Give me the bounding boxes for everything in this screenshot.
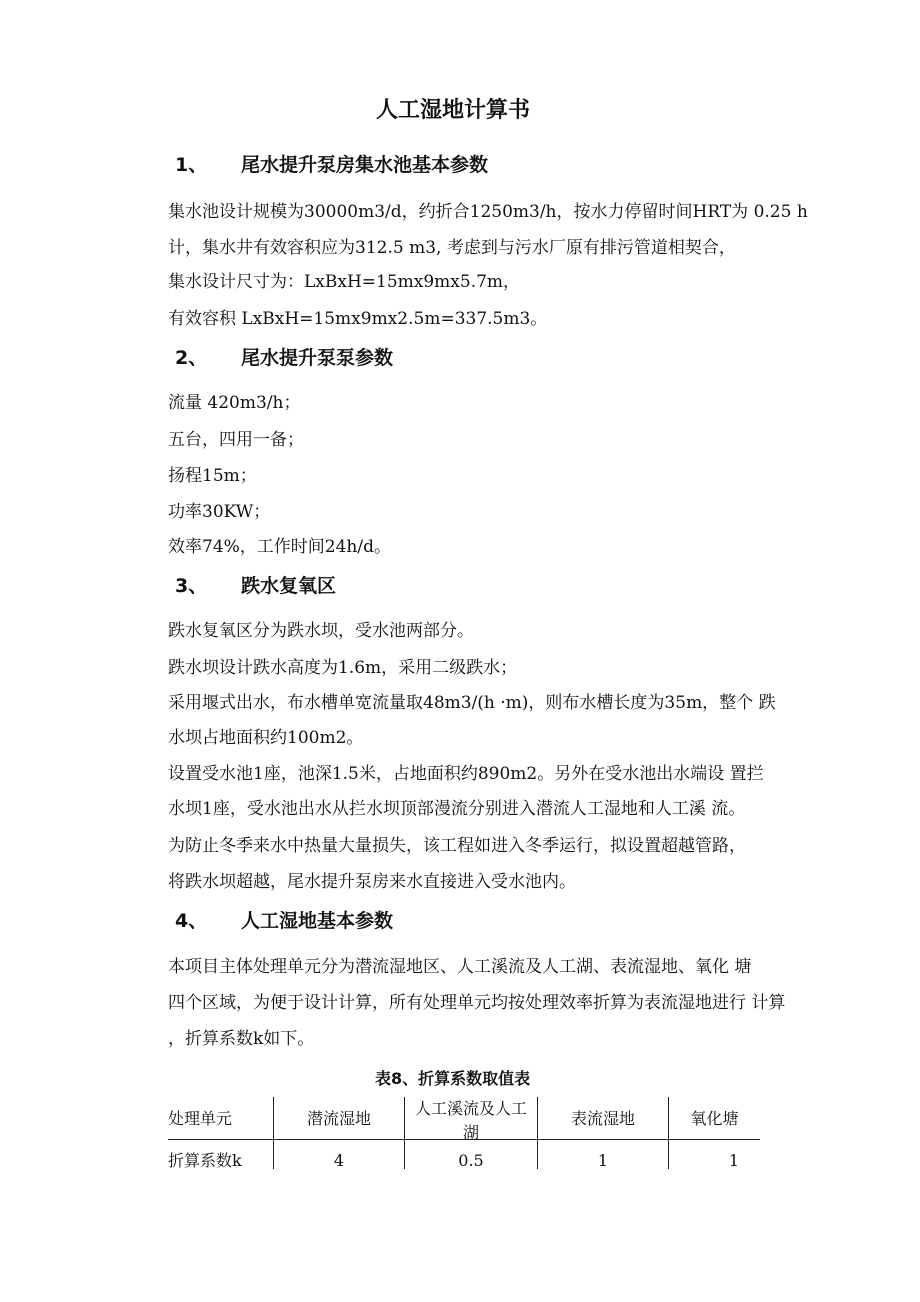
s2-line: 五台，四用一备； xyxy=(168,430,304,450)
s3-line: 水坝占地面积约100m2。 xyxy=(168,728,364,748)
section-2-number: 2、 xyxy=(175,347,208,369)
table-cell: 0.5 xyxy=(458,1151,484,1170)
page-title: 人工湿地计算书 xyxy=(376,98,531,123)
table-header-cell: 潜流湿地 xyxy=(306,1109,371,1128)
table-cell: 1 xyxy=(728,1151,740,1170)
section-1-number: 1、 xyxy=(175,154,208,176)
s4-paragraph-line: 四个区域，为便于设计计算，所有处理单元均按处理效率折算为表流湿地进行 计算 xyxy=(168,993,786,1013)
table-caption: 表8、折算系数取值表 xyxy=(375,1069,531,1088)
s1-dimension-line: 集水设计尺寸为：LxBxH=15mx9mx5.7m， xyxy=(168,272,521,292)
section-4-heading: 人工湿地基本参数 xyxy=(241,910,394,932)
s1-paragraph-line: 集水池设计规模为30000m3/d，约折合1250m3/h，按水力停留时间HRT为 0.25 h xyxy=(168,202,808,222)
table-cell: 1 xyxy=(597,1151,609,1170)
table-cell: 折算系数k xyxy=(168,1151,242,1170)
s3-line: 跌水坝设计跌水高度为1.6m，采用二级跌水； xyxy=(168,658,518,678)
s4-paragraph-line: 本项目主体处理单元分为潜流湿地区、人工溪流及人工湖、表流湿地、氧化 塘 xyxy=(168,957,752,977)
s3-line: 为防止冬季来水中热量大量损失，该工程如进入冬季运行，拟设置超越管路， xyxy=(168,836,746,856)
s2-line: 流量 420m3/h； xyxy=(168,393,301,413)
s4-paragraph-line: ，折算系数k如下。 xyxy=(168,1029,315,1049)
s3-line: 跌水复氧区分为跌水坝，受水池两部分。 xyxy=(168,621,474,641)
section-3-heading: 跌水复氧区 xyxy=(241,575,337,597)
s2-line: 扬程15m； xyxy=(168,466,257,486)
s3-line: 设置受水池1座，池深1.5米，占地面积约890m2。另外在受水池出水端设 置拦 xyxy=(168,764,764,784)
table-header-cell: 表流湿地 xyxy=(570,1109,635,1128)
s1-volume-line: 有效容积 LxBxH=15mx9mx2.5m=337.5m3。 xyxy=(168,309,548,329)
table-header-cell: 人工溪流及人工 xyxy=(414,1099,527,1118)
section-3-number: 3、 xyxy=(175,575,208,597)
table-cell: 4 xyxy=(333,1151,345,1170)
s1-paragraph-line: 计，集水井有效容积应为312.5 m3, 考虑到与污水厂原有排污管道相契合， xyxy=(168,238,736,258)
s2-line: 功率30KW； xyxy=(168,502,271,522)
s2-line: 效率74%，工作时间24h/d。 xyxy=(168,537,391,557)
section-1-heading: 尾水提升泵房集水池基本参数 xyxy=(241,154,489,176)
s3-line: 采用堰式出水，布水槽单宽流量取48m3/(h ·m)，则布水槽长度为35m，整个 跌 xyxy=(168,693,776,713)
s3-line: 将跌水坝超越，尾水提升泵房来水直接进入受水池内。 xyxy=(168,872,576,892)
table-header-cell: 湖 xyxy=(462,1123,479,1142)
section-4-number: 4、 xyxy=(175,910,208,932)
section-2-heading: 尾水提升泵泵参数 xyxy=(241,347,394,369)
s3-line: 水坝1座，受水池出水从拦水坝顶部漫流分别进入潜流人工湿地和人工溪 流。 xyxy=(168,799,746,819)
table-header-cell: 处理单元 xyxy=(168,1109,233,1128)
table-header-cell: 氧化塘 xyxy=(690,1109,739,1128)
